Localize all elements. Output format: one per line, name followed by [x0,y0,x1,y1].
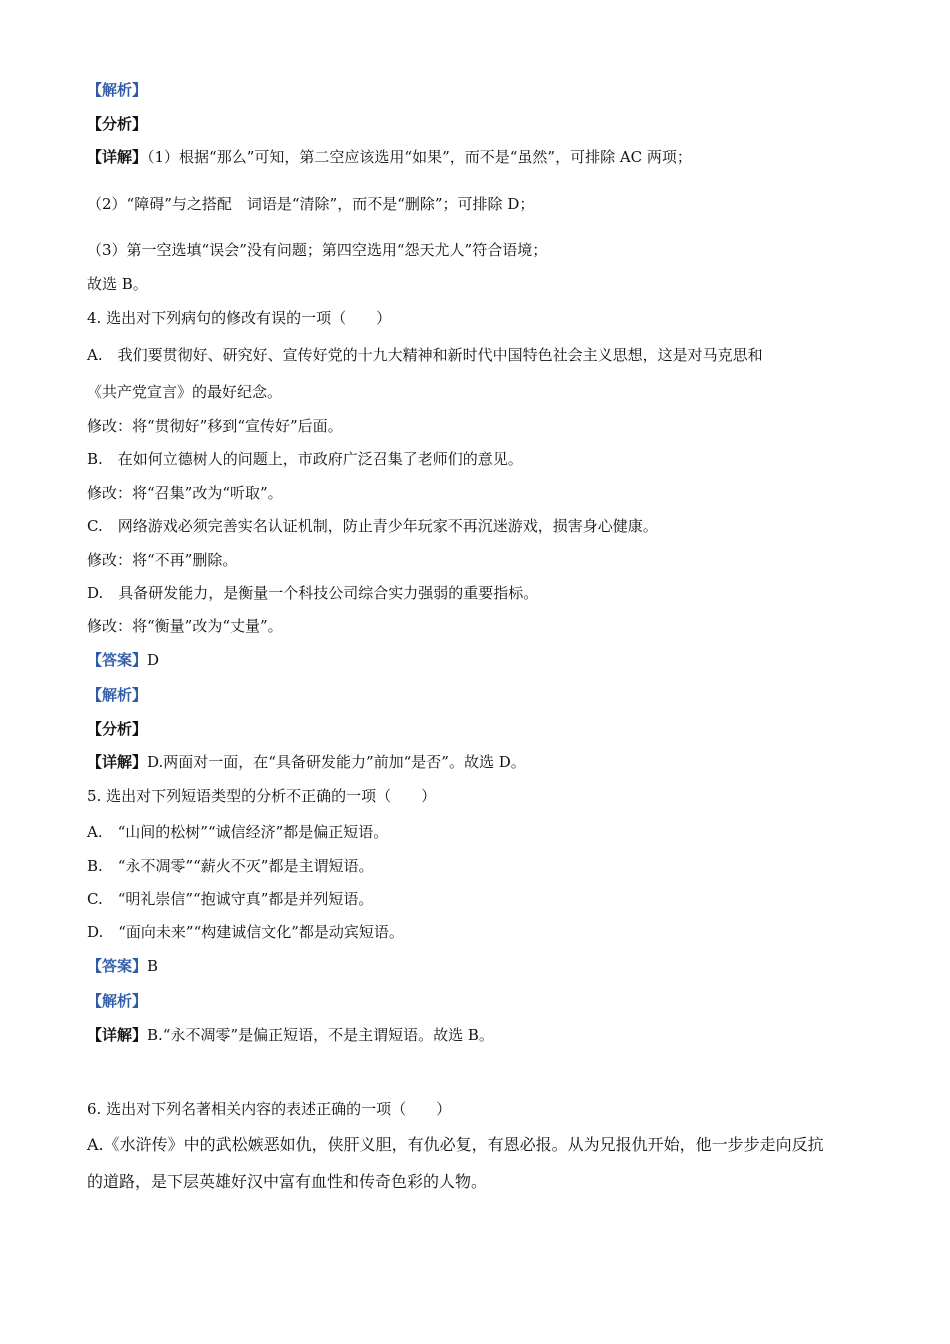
q6-option-a-cont: 的道路，是下层英雄好汉中富有血性和传奇色彩的人物。 [87,1172,488,1191]
detail-text: B.“永不凋零”是偏正短语，不是主谓短语。故选 B。 [147,1026,494,1044]
q4-analysis-label: 【解析】 [87,686,148,704]
q5-analysis-label: 【解析】 [87,992,148,1010]
conclusion-line: 故选 B。 [87,275,148,293]
question-6-stem: 6. 选出对下列名著相关内容的表述正确的一项（ ） [87,1100,452,1118]
detail-text: （1）根据“那么”可知，第二空应该选用“如果”，而不是“虽然”，可排除 AC 两项； [147,148,692,166]
q5-option-b: B. “永不凋零”“薪火不灭”都是主谓短语。 [87,857,374,875]
detail-label: 【详解】 [87,1026,148,1044]
q4-detail [87,752,526,772]
detail-label: 【详解】 [87,148,148,166]
q6-option-a: A.《水浒传》中的武松嫉恶如仇，侠肝义胆，有仇必复，有恩必报。从为兄报仇开始，他一步步走向反抗 [87,1135,824,1154]
detail-paragraph [87,147,692,167]
question-5-stem: 5. 选出对下列短语类型的分析不正确的一项（ ） [87,787,437,805]
q5-answer [87,956,158,976]
q4-option-d: D. 具备研发能力，是衡量一个科技公司综合实力强弱的重要指标。 [87,584,539,602]
detail-text: D.两面对一面，在“具备研发能力”前加“是否”。故选 D。 [147,753,526,771]
analysis-label: 【解析】 [87,81,148,99]
q5-option-d: D. “面向未来”“构建诚信文化”都是动宾短语。 [87,923,404,941]
detail-label: 【详解】 [87,753,148,771]
q4-option-b-fix: 修改：将“召集”改为“听取”。 [87,484,283,502]
q4-answer [87,650,159,670]
q5-option-c: C. “明礼崇信”“抱诚守真”都是并列短语。 [87,890,374,908]
q4-option-b: B. 在如何立德树人的问题上，市政府广泛召集了老师们的意见。 [87,450,523,468]
q5-option-a: A. “山间的松树”“诚信经济”都是偏正短语。 [87,823,389,841]
question-4-stem: 4. 选出对下列病句的修改有误的一项（ ） [87,309,392,327]
q5-detail [87,1025,494,1045]
answer-value: D [147,651,160,669]
q4-analysis-subheading: 【分析】 [87,720,148,738]
q4-option-c-fix: 修改：将“不再”删除。 [87,551,238,569]
answer-value: B [147,957,159,975]
q4-option-d-fix: 修改：将“衡量”改为“丈量”。 [87,617,283,635]
answer-label: 【答案】 [87,957,148,975]
answer-label: 【答案】 [87,651,148,669]
detail-line-3: （3）第一空选填“误会”没有问题；第四空选用“怨天尤人”符合语境； [87,241,548,259]
detail-line-2: （2）“障碍”与之搭配 词语是“清除”，而不是“删除”；可排除 D； [87,195,535,213]
analysis-subheading: 【分析】 [87,115,148,133]
q4-option-a: A. 我们要贯彻好、研究好、宣传好党的十九大精神和新时代中国特色社会主义思想，这是对马克思和 [87,346,763,364]
q4-option-c: C. 网络游戏必须完善实名认证机制，防止青少年玩家不再沉迷游戏，损害身心健康。 [87,517,658,535]
q4-option-a-cont: 《共产党宣言》的最好纪念。 [87,383,283,401]
q4-option-a-fix: 修改：将“贯彻好”移到“宣传好”后面。 [87,417,343,435]
